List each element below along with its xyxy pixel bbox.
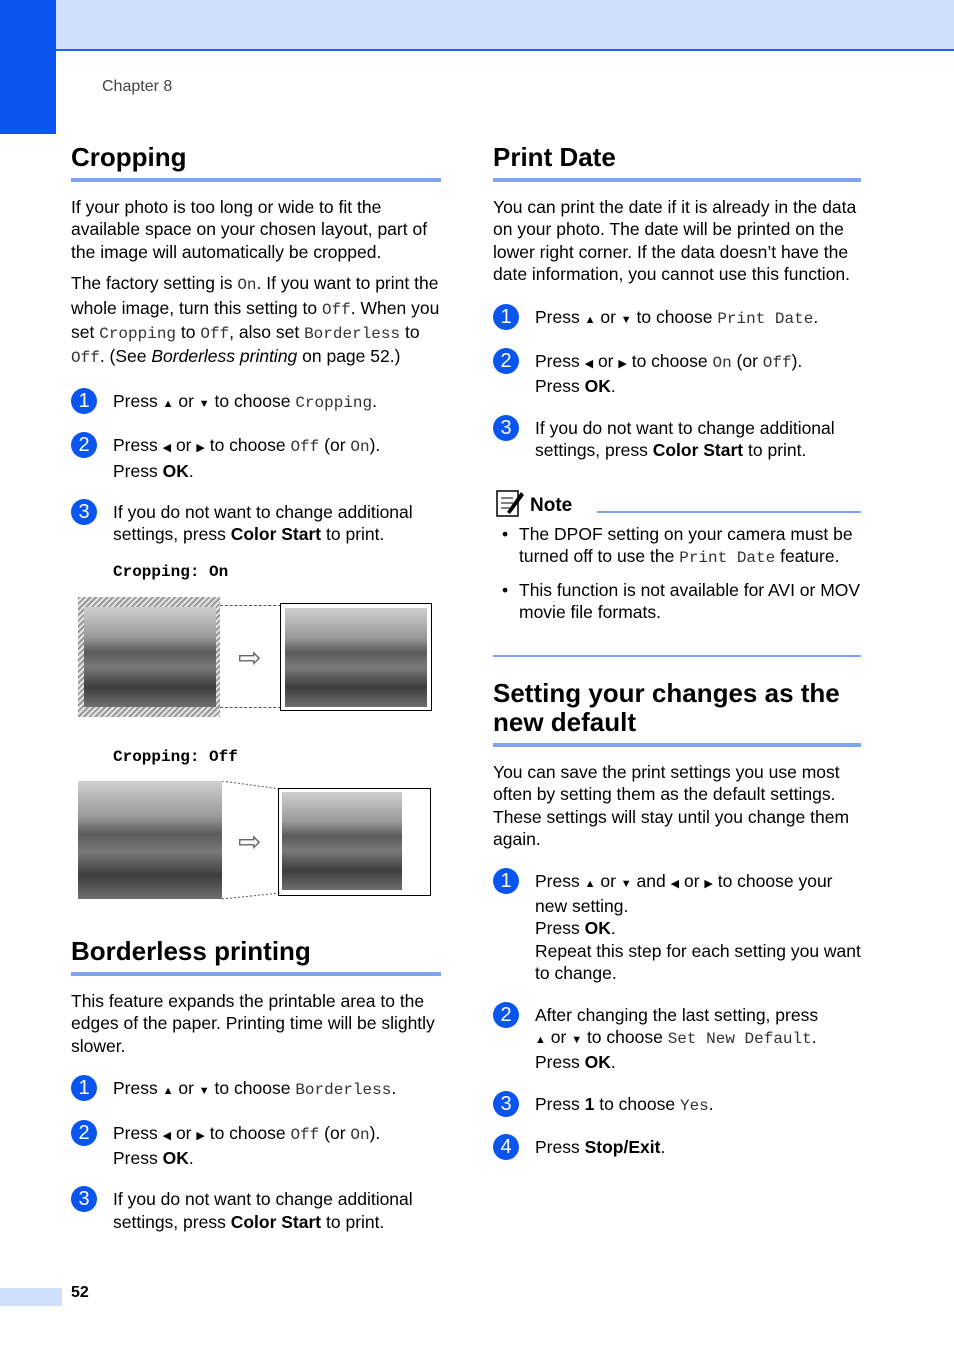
down-arrow-icon: ▼	[620, 877, 632, 890]
right-arrow-icon: ⇨	[238, 826, 262, 857]
default-step-4: 4 Press Stop/Exit.	[493, 1136, 861, 1158]
borderless-intro: This feature expands the printable area to the edges of the paper. Printing time will be slightly slower.	[71, 991, 435, 1056]
print-date-step-2: 2 Press ◀ or ▶ to choose On (or Off). Press OK.	[493, 350, 861, 398]
default-step-2: 2 After changing the last setting, press ▲ or ▼ to choose Set New Default. Press OK.	[493, 1004, 861, 1074]
note-divider	[597, 511, 861, 513]
step-number: 3	[71, 499, 97, 525]
left-arrow-icon: ◀	[670, 877, 680, 890]
left-column	[71, 142, 441, 546]
bridge-photo	[285, 608, 427, 707]
cropping-factory-text: The factory setting is On. If you want to print the whole image, turn this setting to Off. When you set Cropping to Off, also set Borderless to Off. (See Borderless printing on page 52.)	[71, 273, 440, 368]
note-title: Note	[530, 495, 573, 516]
right-arrow-icon: ⇨	[238, 642, 262, 673]
default-title: Setting your changes as the new default	[493, 679, 861, 747]
top-band	[0, 0, 954, 51]
step-number: 1	[71, 388, 97, 414]
cropping-off-label: Cropping: Off	[113, 748, 238, 766]
print-date-intro: You can print the date if it is already in the data on your photo. The date will be printed on the lower right corner. If the data doesn’t have the date information, you cannot use this function.	[493, 197, 857, 285]
default-step-1: 1 Press ▲ or ▼ and ◀ or ▶ to choose your new setting. Press OK. Repeat this step for each setting you want to change.	[493, 870, 861, 985]
cropping-intro: If your photo is too long or wide to fit the available space on your chosen layout, part of the image will automatically be cropped.	[71, 197, 428, 262]
down-arrow-icon: ▼	[620, 313, 632, 326]
cropping-title: Cropping	[71, 142, 441, 182]
note-list	[493, 523, 861, 624]
print-date-title: Print Date	[493, 142, 861, 182]
right-column	[493, 142, 861, 462]
down-arrow-icon: ▼	[571, 1034, 583, 1047]
step-number: 4	[493, 1134, 519, 1160]
print-date-step-3: 3 If you do not want to change additional settings, press Color Start to print.	[493, 417, 861, 462]
bridge-photo	[78, 781, 222, 899]
page-tab	[0, 1288, 62, 1306]
borderless-step-2: 2 Press ◀ or ▶ to choose Off (or On). Press OK.	[71, 1122, 441, 1170]
default-intro: You can save the print settings you use most often by setting them as the default settings. These settings will stay until you change them again.	[493, 762, 850, 850]
default-step-3: 3 Press 1 to choose Yes.	[493, 1093, 861, 1117]
up-arrow-icon: ▲	[162, 1085, 174, 1098]
step-number: 1	[493, 304, 519, 330]
borderless-step-1: 1 Press ▲ or ▼ to choose Borderless.	[71, 1077, 441, 1102]
down-arrow-icon: ▼	[198, 1085, 210, 1098]
up-arrow-icon: ▲	[535, 1034, 546, 1047]
step-number: 3	[71, 1186, 97, 1212]
borderless-title: Borderless printing	[71, 936, 441, 976]
down-arrow-icon: ▼	[198, 397, 210, 410]
note-pencil-icon	[495, 488, 525, 518]
default-section	[493, 679, 861, 1159]
up-arrow-icon: ▲	[584, 313, 596, 326]
cropping-step-1: 1 Press ▲ or ▼ to choose Cropping.	[71, 390, 441, 415]
step-number: 1	[71, 1075, 97, 1101]
left-arrow-icon: ◀	[584, 358, 594, 371]
cropping-step-3: 3 If you do not want to change additional settings, press Color Start to print.	[71, 501, 441, 546]
left-arrow-icon: ◀	[162, 1129, 172, 1142]
page-number: 52	[71, 1284, 89, 1301]
left-arrow-icon: ◀	[162, 442, 172, 455]
note-item: • The DPOF setting on your camera must be turned off to use the Print Date feature.	[493, 523, 861, 570]
step-number: 2	[493, 348, 519, 374]
borderless-section	[71, 936, 441, 1233]
borderless-step-3: 3 If you do not want to change additional settings, press Color Start to print.	[71, 1188, 441, 1233]
bridge-photo	[84, 607, 216, 707]
chapter-label: Chapter 8	[102, 78, 173, 95]
step-number: 2	[493, 1002, 519, 1028]
right-arrow-icon: ▶	[196, 1129, 205, 1142]
note-divider	[493, 655, 861, 657]
note-item: • This function is not available for AVI or MOV movie file formats.	[493, 579, 861, 624]
step-number: 1	[493, 868, 519, 894]
right-arrow-icon: ▶	[704, 877, 713, 890]
right-arrow-icon: ▶	[196, 442, 205, 455]
chapter-tab	[0, 0, 56, 134]
step-number: 2	[71, 432, 97, 458]
step-number: 2	[71, 1120, 97, 1146]
step-number: 3	[493, 1091, 519, 1117]
bridge-photo	[282, 792, 402, 890]
cropping-on-label: Cropping: On	[113, 563, 229, 581]
right-arrow-icon: ▶	[618, 358, 627, 371]
up-arrow-icon: ▲	[584, 877, 596, 890]
cropping-step-2: 2 Press ◀ or ▶ to choose Off (or On). Press OK.	[71, 434, 441, 482]
up-arrow-icon: ▲	[162, 397, 174, 410]
step-number: 3	[493, 415, 519, 441]
print-date-step-1: 1 Press ▲ or ▼ to choose Print Date.	[493, 306, 861, 331]
